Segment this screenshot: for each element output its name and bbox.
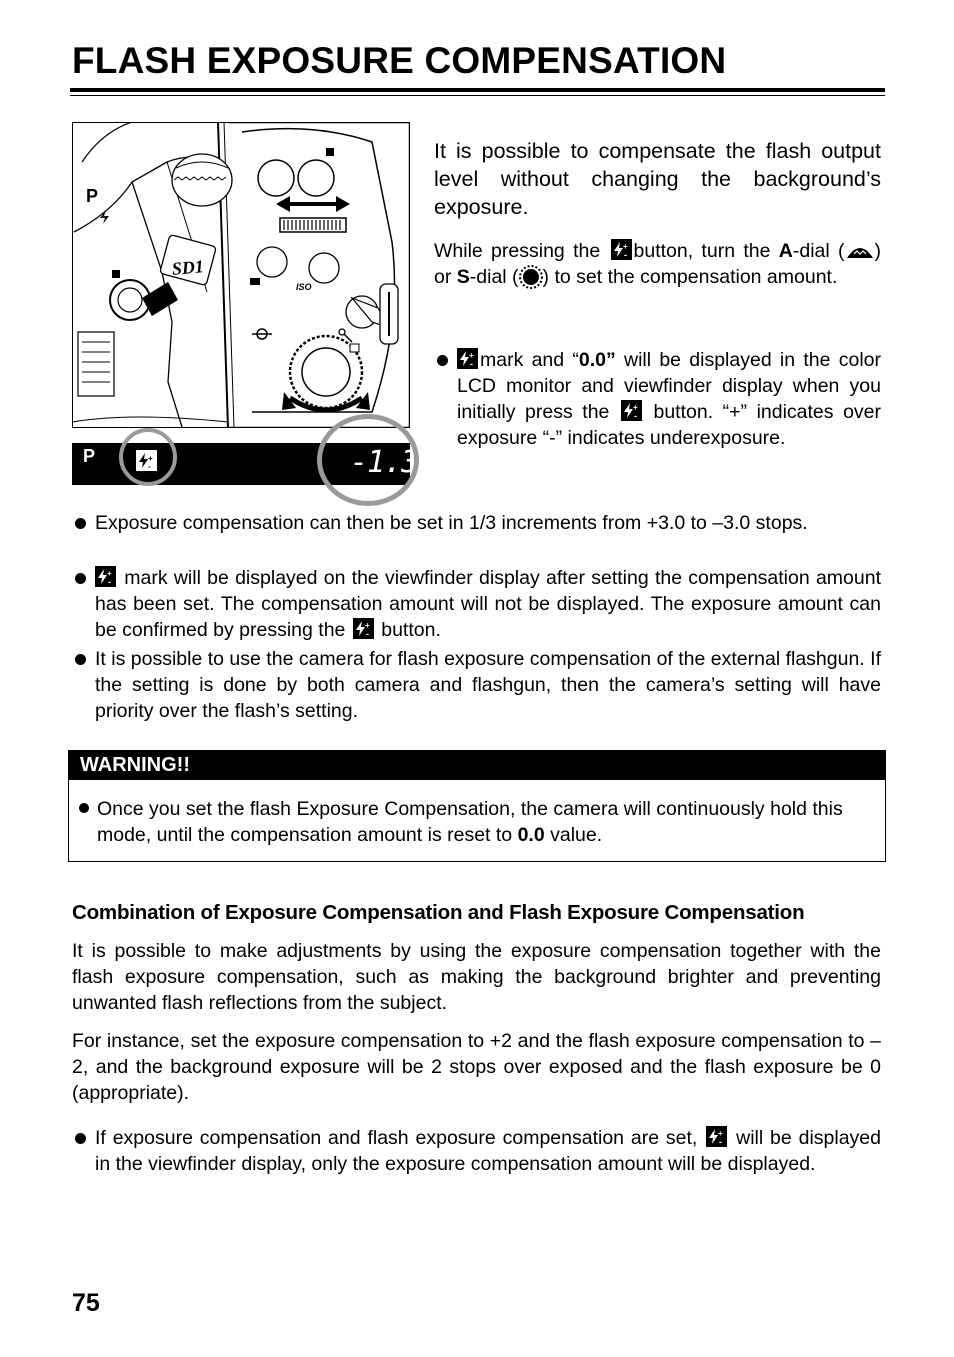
svg-text:-: - (633, 411, 637, 421)
flash-comp-icon (457, 348, 478, 369)
highlight-circle-icon (119, 428, 177, 486)
svg-text:-: - (719, 1137, 723, 1147)
instruction-t2: button, turn the (633, 240, 771, 262)
a-dial-label: A (778, 240, 793, 262)
warning-t2: value. (550, 824, 603, 846)
svg-text:-: - (623, 250, 627, 260)
svg-text:+: + (148, 454, 153, 463)
instruction-t6: ) to set the compensation amount. (542, 266, 838, 288)
title-rule-thick (70, 88, 885, 92)
svg-text:SD1: SD1 (170, 256, 205, 279)
final-bullet-t1: If exposure compensation and flash exposure compensation are set, (95, 1127, 698, 1149)
bullet-right-value: 0.0” (578, 349, 616, 371)
warning-t1: Once you set the flash Exposure Compensation, the camera will continuously hold this mode, until the compensation amount is reset to (97, 798, 843, 846)
lcd-mode: P (83, 446, 96, 466)
final-bullet (95, 1125, 881, 1177)
bullet-2 (95, 565, 881, 643)
warning-heading: WARNING!! (68, 750, 886, 780)
warning-value: 0.0 (517, 824, 545, 846)
page-number: 75 (72, 1289, 100, 1317)
instruction-paragraph (434, 238, 881, 290)
bullet-right-t1: mark and “ (480, 349, 579, 371)
paragraph-1: It is possible to make adjustments by using the exposure compensation together with the flash exposure compensation, such as making the background brighter and preventing unwanted flash reflections from the subject. (72, 940, 881, 1014)
section-subheading: Combination of Exposure Compensation and Flash Exposure Compensation (72, 901, 805, 924)
bullet-right-t3: button. “+” indicates over exposure “-” indicates underexposure. (457, 401, 881, 449)
bullet-right-paragraph (457, 347, 881, 451)
bullet-3: It is possible to use the camera for flash exposure compensation of the external flashgun. If the setting is done by both camera and flashgun, then the camera’s setting will have priority over the flash’s setting. (95, 648, 881, 722)
svg-text:+: + (718, 1129, 723, 1138)
final-bullet-t2: will be displayed in the viewfinder display, only the exposure compensation amount will be displayed. (95, 1127, 881, 1175)
flash-comp-icon (611, 239, 632, 260)
bullet-dot (79, 803, 89, 813)
svg-text:P: P (86, 186, 99, 206)
svg-text:-: - (148, 462, 151, 471)
svg-text:-: - (470, 359, 473, 369)
flash-comp-icon (353, 618, 374, 639)
bullet-dot (75, 518, 86, 529)
warning-text (97, 796, 877, 848)
instruction-t5: -dial ( (469, 266, 519, 288)
svg-text:+: + (469, 351, 474, 360)
svg-text:-: - (108, 577, 111, 587)
flash-comp-icon (706, 1126, 727, 1147)
bullet-2-text-b: button. (381, 619, 441, 641)
a-dial-icon (845, 241, 875, 259)
svg-text:+: + (364, 621, 370, 630)
bullet-right-t2: will be displayed in the color LCD monitor and viewfinder display when you initially press the (457, 349, 881, 423)
intro-paragraph: It is possible to compensate the flash output level without changing the background’s exposure. (434, 139, 881, 219)
bullet-2-text-a: mark will be displayed on the viewfinder display after setting the compensation amount has been set. The compensation amount will not be displayed. The exposure amount can be confirmed by pressing the (95, 567, 881, 641)
highlight-circle-value (317, 414, 419, 506)
camera-drawing (72, 122, 410, 428)
camera-illustration (72, 122, 410, 428)
lcd-value: -1.3 (350, 445, 419, 480)
svg-text:+: + (632, 403, 638, 412)
page-title: FLASH EXPOSURE COMPENSATION (72, 40, 727, 81)
bullet-dot (437, 355, 448, 366)
svg-text:ISO: ISO (296, 282, 312, 292)
instruction-t3: -dial ( (792, 240, 845, 262)
paragraph-2: For instance, set the exposure compensation to +2 and the flash exposure compensation to –2, and the background exposure will be 2 stops over exposed and the flash exposure be 0 (appropriate). (72, 1030, 881, 1104)
bullet-dot (75, 573, 86, 584)
bullet-dot (75, 1133, 86, 1144)
svg-text:+: + (622, 242, 628, 251)
bullet-1: Exposure compensation can then be set in 1/3 increments from +3.0 to –3.0 stops. (95, 512, 808, 534)
title-rule-thin (70, 95, 885, 96)
instruction-t1: While pressing the (434, 240, 601, 262)
instruction-t4: ) or (434, 240, 882, 288)
s-dial-icon (519, 265, 543, 289)
flash-comp-icon (95, 566, 116, 587)
bullet-dot (75, 654, 86, 665)
svg-text:+: + (107, 569, 112, 578)
s-dial-label: S (456, 266, 470, 288)
flash-comp-icon (621, 400, 642, 421)
svg-text:-: - (365, 629, 369, 639)
